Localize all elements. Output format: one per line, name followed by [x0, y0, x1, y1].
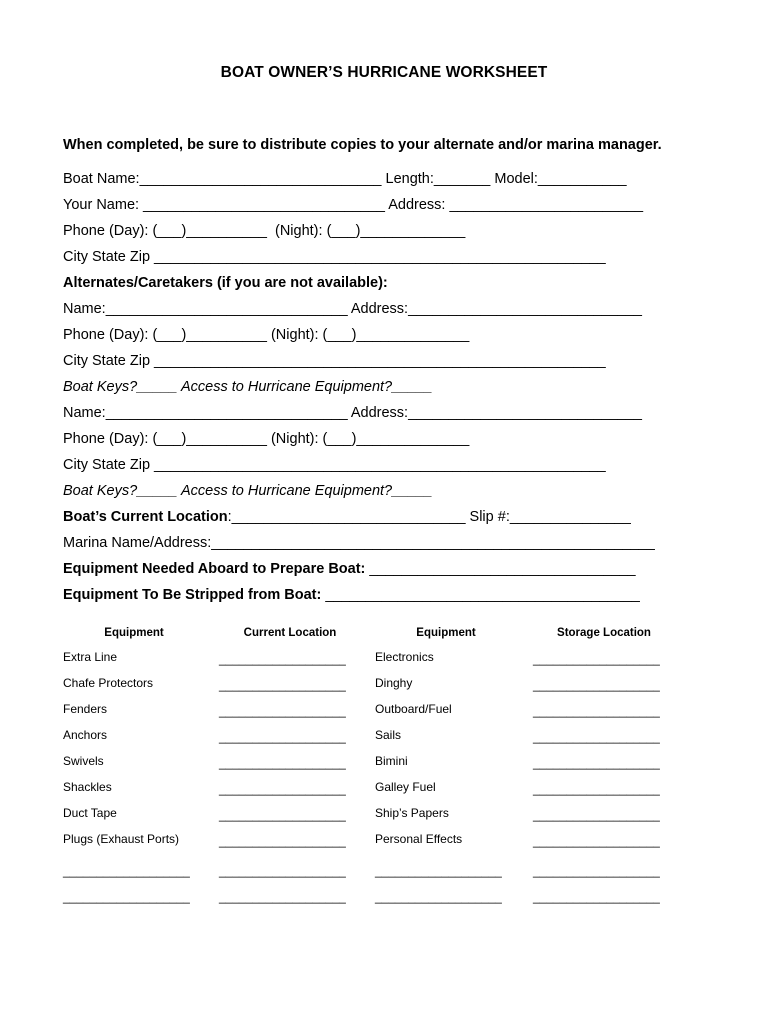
equipment-stripped-line	[63, 586, 640, 604]
current-location-blank: ___________________	[219, 678, 346, 692]
current-location-blank: ___________________	[219, 652, 346, 666]
boat-name-line: Boat Name:______________________________ Length:_______ Model:___________	[63, 171, 627, 187]
equipment-stripped-blank: _______________________________________	[321, 587, 640, 603]
current-location-blank: ___________________	[219, 834, 346, 848]
equipment-item: Plugs (Exhaust Ports)	[63, 832, 180, 846]
marina-line: Marina Name/Address:_______________________________________________________	[63, 535, 655, 551]
page-title: BOAT OWNER’S HURRICANE WORKSHEET	[220, 64, 548, 81]
alternate-1-city-line: City State Zip ________________________________________________________	[63, 353, 606, 369]
equipment-item: Electronics	[375, 650, 434, 664]
equipment-item: Swivels	[63, 754, 104, 768]
equipment-item: Ship’s Papers	[375, 806, 449, 820]
location-blank: ___________________	[219, 890, 346, 904]
equipment-needed-blank: _________________________________	[365, 561, 636, 577]
equipment-item: Chafe Protectors	[63, 676, 154, 690]
equipment-item: Shackles	[63, 780, 112, 794]
equipment-item: Extra Line	[63, 650, 118, 664]
alternate-2-city-line: City State Zip ________________________________________________________	[63, 457, 606, 473]
storage-location-blank: ___________________	[533, 756, 660, 770]
equipment-blank: ___________________	[63, 864, 190, 878]
equipment-item: Anchors	[63, 728, 108, 742]
equipment-needed-label: Equipment Needed Aboard to Prepare Boat:	[63, 561, 366, 577]
equipment-blank: ___________________	[63, 890, 190, 904]
table-header-equipment-left: Equipment	[104, 627, 164, 639]
location-blank: ___________________	[533, 890, 660, 904]
location-blank: ___________________	[533, 864, 660, 878]
storage-location-blank: ___________________	[533, 808, 660, 822]
current-location-blank: ___________________	[219, 704, 346, 718]
owner-phone-line: Phone (Day): (___)__________ (Night): (___)_____________	[63, 223, 466, 239]
current-location-label: Boat’s Current Location	[63, 509, 228, 525]
storage-location-blank: ___________________	[533, 652, 660, 666]
current-location-blank: ___________________	[219, 808, 346, 822]
equipment-blank: ___________________	[375, 890, 502, 904]
current-location-blank: ___________________	[219, 756, 346, 770]
storage-location-blank: ___________________	[533, 834, 660, 848]
storage-location-blank: ___________________	[533, 678, 660, 692]
owner-name-line: Your Name: ______________________________ Address: ________________________	[63, 197, 644, 213]
equipment-item: Outboard/Fuel	[375, 702, 452, 716]
table-header-current-location: Current Location	[243, 627, 337, 639]
alternate-1-name-line: Name:______________________________ Address:_____________________________	[63, 301, 642, 317]
equipment-item: Personal Effects	[375, 832, 463, 846]
alternate-2-name-line: Name:______________________________ Address:_____________________________	[63, 405, 642, 421]
current-location-blank: ___________________	[219, 730, 346, 744]
equipment-item: Dinghy	[375, 676, 413, 690]
intro-instruction: When completed, be sure to distribute copies to your alternate and/or marina manager.	[63, 137, 662, 153]
alternate-2-phone-line: Phone (Day): (___)__________ (Night): (___)______________	[63, 431, 470, 447]
alternate-2-keys-line: Boat Keys?_____ Access to Hurricane Equipment?_____	[63, 483, 433, 499]
owner-city-line: City State Zip ________________________________________________________	[63, 249, 606, 265]
equipment-blank: ___________________	[375, 864, 502, 878]
equipment-item: Duct Tape	[63, 806, 117, 820]
alternates-heading: Alternates/Caretakers (if you are not available):	[63, 275, 388, 291]
storage-location-blank: ___________________	[533, 730, 660, 744]
storage-location-blank: ___________________	[533, 782, 660, 796]
storage-location-blank: ___________________	[533, 704, 660, 718]
equipment-item: Galley Fuel	[375, 780, 436, 794]
alternate-1-keys-line: Boat Keys?_____ Access to Hurricane Equipment?_____	[63, 379, 433, 395]
alternate-1-phone-line: Phone (Day): (___)__________ (Night): (___)______________	[63, 327, 470, 343]
current-location-line	[63, 508, 631, 526]
equipment-item: Fenders	[63, 702, 108, 716]
equipment-item: Bimini	[375, 754, 408, 768]
current-location-blank: :_____________________________ Slip #:_______________	[227, 509, 631, 525]
current-location-blank: ___________________	[219, 782, 346, 796]
equipment-item: Sails	[375, 728, 402, 742]
equipment-needed-line	[63, 560, 636, 578]
table-header-storage-location: Storage Location	[557, 627, 651, 639]
location-blank: ___________________	[219, 864, 346, 878]
equipment-stripped-label: Equipment To Be Stripped from Boat:	[63, 587, 322, 603]
table-header-equipment-right: Equipment	[416, 627, 476, 639]
